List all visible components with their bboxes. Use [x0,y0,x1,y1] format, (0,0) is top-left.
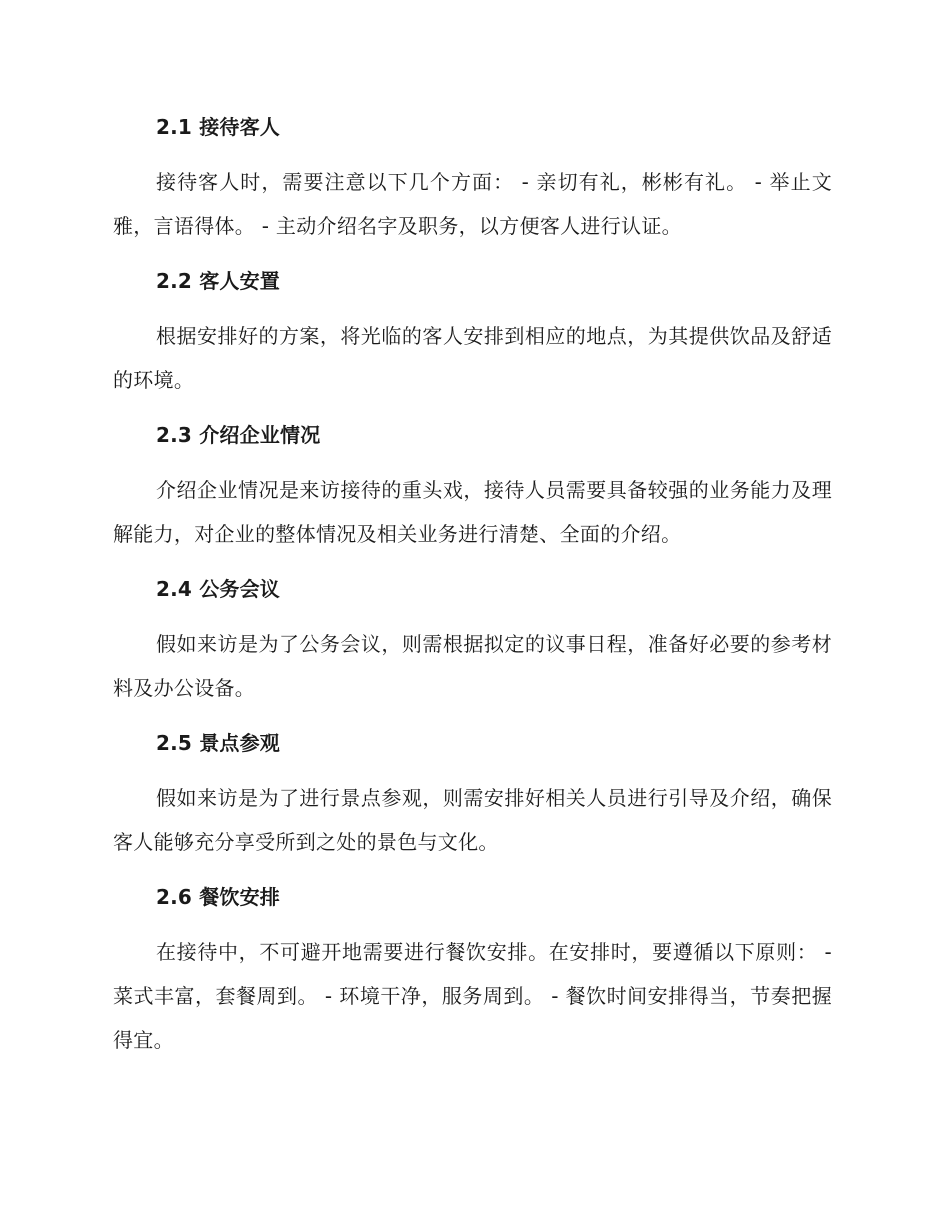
section-2-1 [113,112,832,248]
section-paragraph: 接待客人时，需要注意以下几个方面： - 亲切有礼，彬彬有礼。 - 举止文雅，言语得体。 - 主动介绍名字及职务，以方便客人进行认证。 [113,170,832,238]
section-heading: 2.6 餐饮安排 [156,885,280,909]
section-2-2 [113,266,832,402]
section-heading: 2.3 介绍企业情况 [156,423,321,447]
section-2-4 [113,574,832,710]
section-2-6 [113,882,832,1062]
section-heading: 2.1 接待客人 [156,115,280,139]
section-paragraph: 根据安排好的方案，将光临的客人安排到相应的地点，为其提供饮品及舒适的环境。 [113,324,832,392]
section-2-3 [113,420,832,556]
section-paragraph: 介绍企业情况是来访接待的重头戏，接待人员需要具备较强的业务能力及理解能力，对企业的整体情况及相关业务进行清楚、全面的介绍。 [113,478,832,546]
section-paragraph: 假如来访是为了公务会议，则需根据拟定的议事日程，准备好必要的参考材料及办公设备。 [113,632,832,700]
section-heading: 2.2 客人安置 [156,269,280,293]
section-2-5 [113,728,832,864]
section-heading: 2.4 公务会议 [156,577,280,601]
section-paragraph: 假如来访是为了进行景点参观，则需安排好相关人员进行引导及介绍，确保客人能够充分享受所到之处的景色与文化。 [113,786,832,854]
section-paragraph: 在接待中，不可避开地需要进行餐饮安排。在安排时，要遵循以下原则： - 菜式丰富，套餐周到。 - 环境干净，服务周到。 - 餐饮时间安排得当，节奏把握得宜。 [113,940,832,1052]
section-heading: 2.5 景点参观 [156,731,280,755]
